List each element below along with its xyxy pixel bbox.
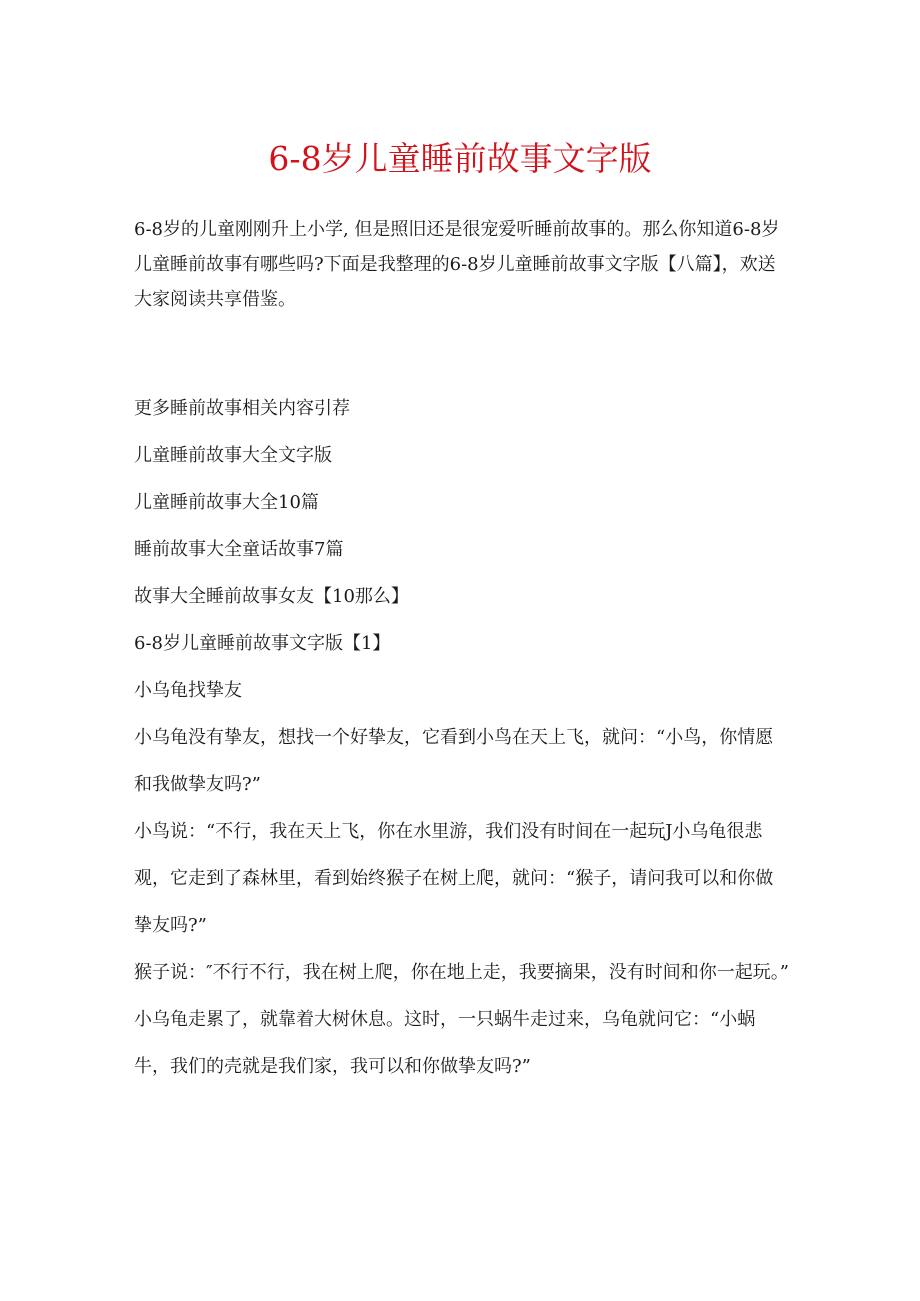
story-paragraph: 小乌龟没有挚友，想找一个好挚友，它看到小鸟在天上飞，就问：“小鸟，你情愿和我做挚友吗?”: [134, 727, 774, 795]
document-title: 6-8岁儿童睡前故事文字版: [268, 139, 652, 178]
intro-paragraph: 6-8岁的儿童刚刚升上小学, 但是照旧还是很宠爱听睡前故事的。那么你知道6-8岁儿童睡前故事有哪些吗?下面是我整理的6-8岁儿童睡前故事文字版【八篇】，欢送大家阅读共享借鉴。: [134, 219, 780, 310]
related-heading: 更多睡前故事相关内容引荐: [134, 398, 350, 419]
related-link: 故事大全睡前故事女友【10那么】: [134, 586, 409, 607]
related-link: 睡前故事大全童话故事7篇: [134, 539, 344, 560]
story-paragraph: 猴子说：″不行不行，我在树上爬，你在地上走，我要摘果，没有时间和你一起玩。”: [134, 962, 789, 983]
section-heading: 6-8岁儿童睡前故事文字版【1】: [134, 633, 391, 654]
story-paragraph: 小鸟说：“不行，我在天上飞，你在水里游，我们没有时间在一起玩J小乌龟很悲观，它走到了森林里，看到始终猴子在树上爬，就问：“猴子，请问我可以和你做挚友吗?”: [134, 821, 774, 936]
related-link: 儿童睡前故事大全文字版: [134, 445, 332, 466]
document-body: [134, 212, 790, 1090]
story-paragraph: 小乌龟走累了，就靠着大树休息。这时，一只蜗牛走过来，乌龟就问它：“小蜗牛，我们的壳就是我们家，我可以和你做挚友吗?”: [134, 1009, 756, 1077]
story-title: 小乌龟找挚友: [134, 680, 242, 701]
related-link: 儿童睡前故事大全10篇: [134, 492, 319, 513]
